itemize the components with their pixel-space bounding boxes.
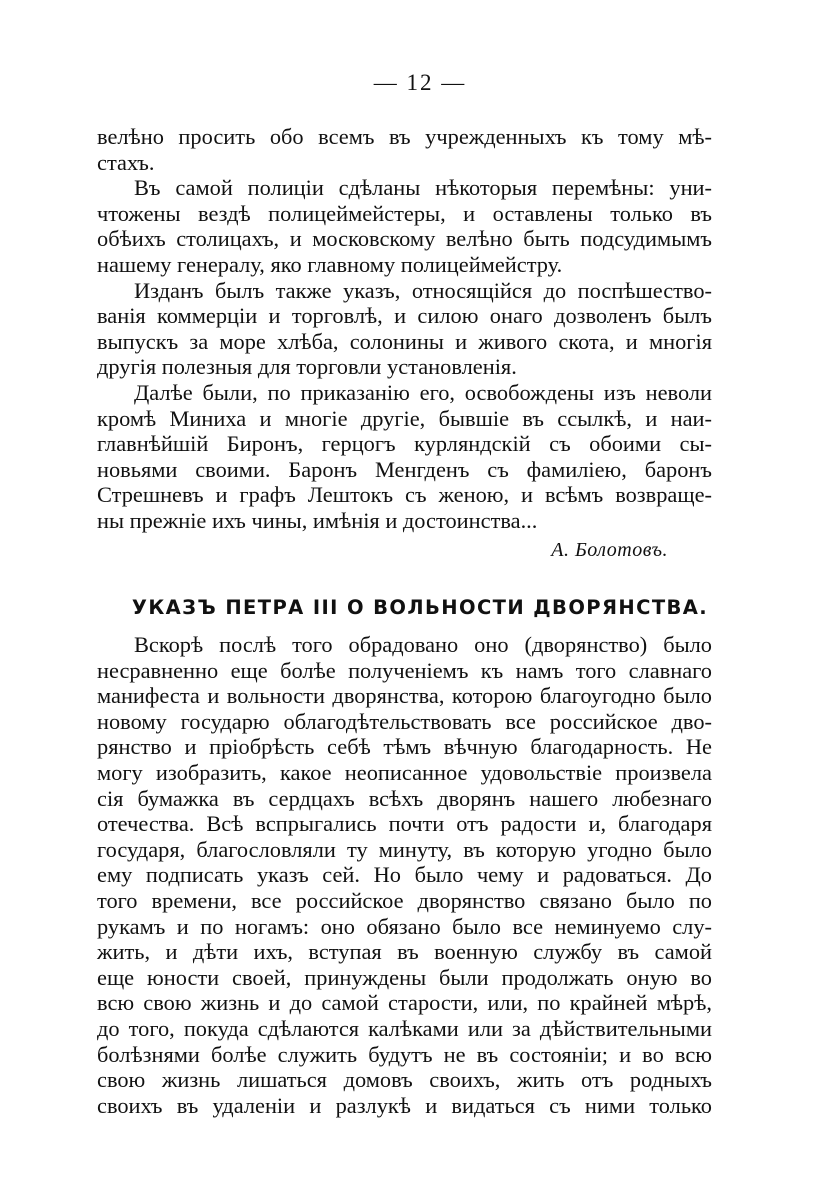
text-line: стахъ. [97,149,155,175]
text-line: еще юности своей, принуждены были продолжать оную во [97,964,712,990]
text-line: новьями своими. Баронъ Менгденъ съ фамиліею, баронъ [97,456,712,482]
text-line: чтожены вездѣ полицеймейстеры, и оставлены только въ [97,200,712,226]
text-line: до того, покуда сдѣлаются калѣками или за дѣйствительными [97,1015,712,1041]
text-line: обѣихъ столицахъ, и московскому велѣно быть подсудимымъ [97,226,712,252]
page-number: — 12 — [373,70,467,95]
text-line: ны прежніе ихъ чины, имѣнія и достоинства... [97,507,538,533]
text-line: отечества. Всѣ вспрыгались почти отъ радости и, благодаря [97,811,712,837]
text-line: свою жизнь лишаться домовъ своихъ, жить отъ родныхъ [97,1067,712,1093]
author-signature: А. Болотовъ. [551,539,668,561]
decree-text [97,632,712,1118]
text-line: рянство и пріобрѣсть себѣ тѣмъ вѣчную благодарность. Не [97,734,712,760]
text-line: ему подписать указъ сей. Но было чему и радоваться. До [97,862,712,888]
text-line: нашему генералу, яко главному полицеймейстру. [97,251,563,277]
text-line: сія бумажка въ сердцахъ всѣхъ дворянъ нашего любезнаго [97,785,712,811]
text-line: Въ самой полиціи сдѣланы нѣкоторыя перемѣны: уни- [134,175,712,201]
text-line: всю свою жизнь и до самой старости, или, по крайней мѣрѣ, [97,990,712,1016]
memoir-excerpt [97,124,712,534]
text-line: несравненно еще болѣе полученіемъ къ намъ того славнаго [97,657,712,683]
text-line: главнѣйшій Биронъ, герцогъ курляндскій съ обоими сы- [97,431,712,457]
section-heading: УКАЗЪ ПЕТРА III О ВОЛЬНОСТИ ДВОРЯНСТВА. [131,596,709,619]
text-line: ванія коммерціи и торговлѣ, и силою онаго дозволенъ былъ [97,303,712,329]
text-line: новому государю облагодѣтельствовать все российское дво- [97,708,712,734]
text-line: могу изобразить, какое неописанное удовольствіе произвела [97,759,712,785]
text-line: Вскорѣ послѣ того обрадовано оно (дворянство) было [134,632,712,657]
text-line: Стрешневъ и графъ Лештокъ съ женою, и всѣмъ возвраще- [97,482,712,508]
text-line: кромѣ Миниха и многіе другіе, бывшіе въ ссылкѣ, и наи- [97,405,712,431]
text-line: жить, и дѣти ихъ, вступая въ военную службу въ самой [97,939,712,965]
text-line: государя, благословляли ту минуту, въ которую угодно было [97,836,712,862]
text-line: манифеста и вольности дворянства, которою благоугодно было [97,683,712,709]
text-line: велѣно просить обо всемъ въ учрежденныхъ къ тому мѣ- [97,124,712,149]
text-line: Далѣе были, по приказанію его, освобождены изъ неволи [134,379,712,405]
text-line: того времени, все российское дворянство связано было по [97,887,712,913]
text-line: Изданъ былъ также указъ, относящійся до поспѣшество- [134,277,712,303]
text-line: другія полезныя для торговли установленія. [97,354,517,380]
text-line: болѣзнями болѣе служить будутъ не въ состояніи; и во всю [97,1041,712,1067]
text-line: своихъ въ удаленіи и разлукѣ и видаться съ ними только [97,1092,712,1118]
text-line: рукамъ и по ногамъ: оно обязано было все неминуемо слу- [97,913,712,939]
text-line: выпускъ за море хлѣба, солонины и живого скота, и многія [97,328,712,354]
